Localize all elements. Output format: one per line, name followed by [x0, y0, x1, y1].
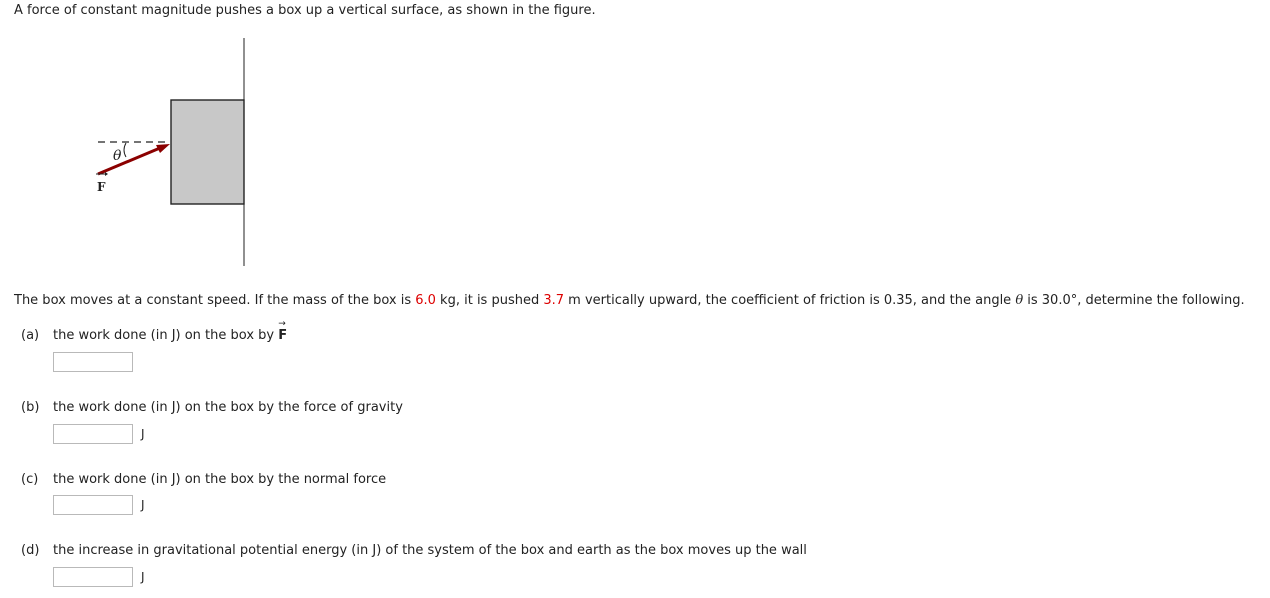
part-b-letter: (b)	[21, 400, 40, 415]
part-d-question	[21, 543, 807, 558]
part-a-answer-row	[53, 352, 133, 372]
part-b-text: the work done (in J) on the box by the force of gravity	[53, 400, 403, 415]
problem-statement: The box moves at a constant speed. If the mass of the box is 6.0 kg, it is pushed 3.7 m vertically upward, the coefficient of friction is 0.35, and the angle θ is 30.0°, determine the following.	[14, 293, 1245, 308]
distance-value: 3.7	[543, 293, 565, 308]
force-arrow-head	[156, 144, 170, 153]
part-d-letter: (d)	[21, 543, 40, 558]
box	[171, 100, 244, 204]
part-c-unit: J	[141, 498, 145, 512]
part-c-letter: (c)	[21, 472, 39, 487]
part-b-question	[21, 400, 403, 415]
mass-value: 6.0	[415, 293, 436, 308]
theta-label: θ	[113, 148, 122, 164]
part-b-answer-row	[53, 424, 145, 444]
part-c-text: the work done (in J) on the box by the normal force	[53, 472, 387, 487]
part-b-answer-input[interactable]	[53, 424, 133, 444]
part-d-answer-row	[53, 567, 145, 587]
force-vector-symbol: → F	[278, 319, 288, 343]
part-a-question	[21, 319, 288, 343]
part-a-text: the work done (in J) on the box by	[53, 328, 279, 343]
problem-intro: A force of constant magnitude pushes a box up a vertical surface, as shown in the figure.	[14, 3, 596, 18]
part-c-answer-input[interactable]	[53, 495, 133, 515]
part-d-text: the increase in gravitational potential energy (in J) of the system of the box and earth as the box moves up the wall	[53, 543, 807, 558]
part-c-question	[21, 472, 386, 487]
part-a-answer-input[interactable]	[53, 352, 133, 372]
force-arrow-shaft	[98, 148, 160, 174]
theta-symbol: θ	[1015, 293, 1024, 308]
angle-arc	[124, 143, 126, 157]
force-diagram	[90, 36, 260, 268]
part-a-letter: (a)	[21, 328, 40, 343]
part-d-unit: J	[141, 570, 145, 584]
part-c-answer-row	[53, 495, 145, 515]
force-label: F	[97, 180, 106, 194]
part-b-unit: J	[141, 427, 145, 441]
part-d-answer-input[interactable]	[53, 567, 133, 587]
